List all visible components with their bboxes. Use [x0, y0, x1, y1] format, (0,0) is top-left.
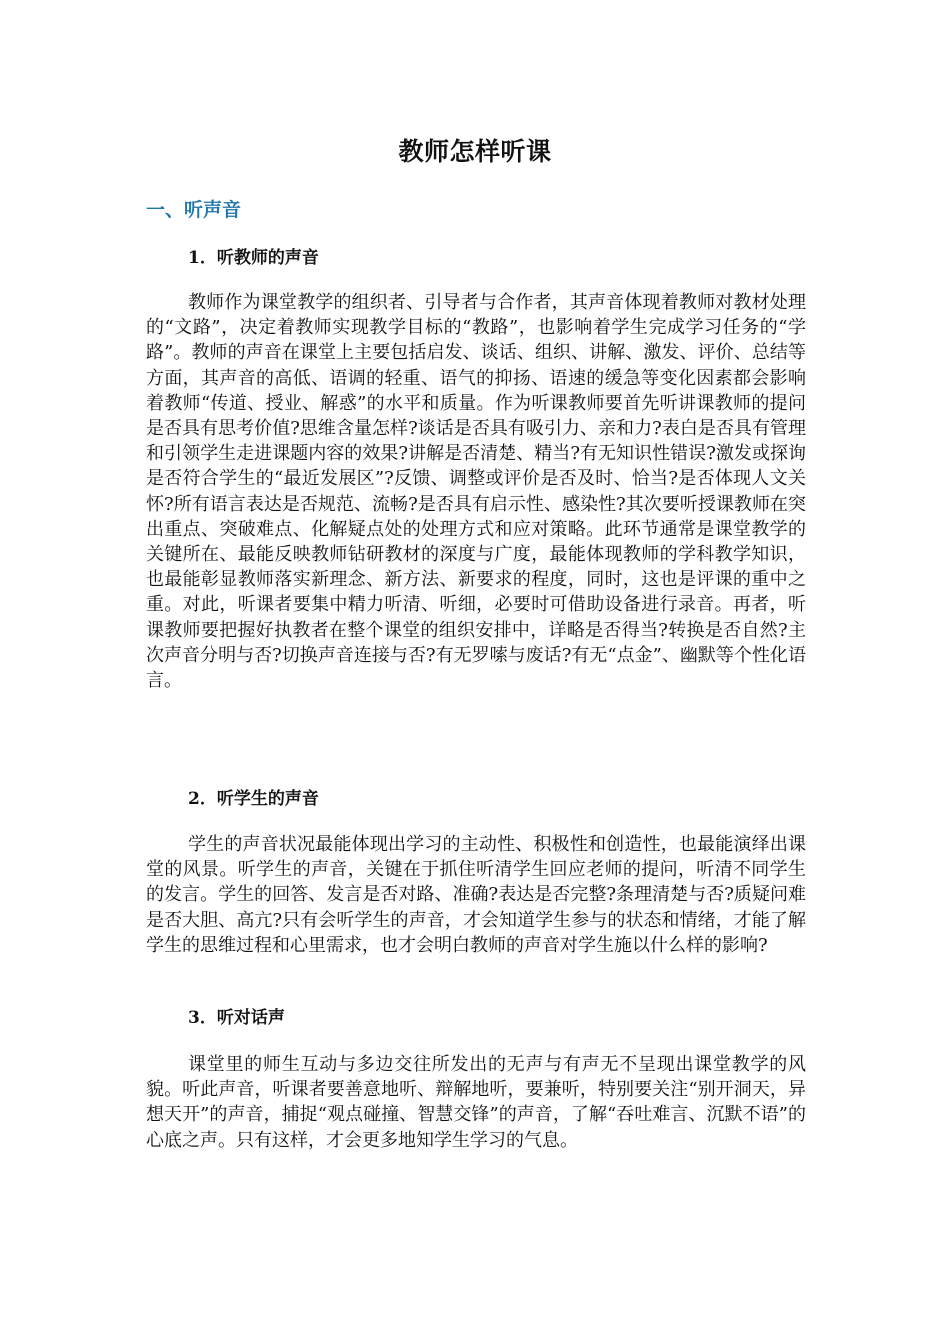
- subheading-teacher-voice: 1．听教师的声音: [188, 248, 319, 268]
- paragraph-teacher-voice: 教师作为课堂教学的组织者、引导者与合作者，其声音体现着教师对教材处理的“文路”，决定着教师实现教学目标的“教路”，也影响着学生完成学习任务的“学路”。教师的声音在课堂上主要包括启发、谈话、组织、讲解、激发、评价、总结等方面，其声音的高低、语调的轻重、语气的抑扬、语速的缓急等变化因素都会影响着教师“传道、授业、解惑”的水平和质量。作为听课教师要首先听讲课教师的提问是否具有思考价值?思维含量怎样?谈话是否具有吸引力、亲和力?表白是否具有管理和引领学生走进课题内容的效果?讲解是否清楚、精当?有无知识性错误?激发或探询是否符合学生的“最近发展区”?反馈、调整或评价是否及时、恰当?是否体现人文关怀?所有语言表达是否规范、流畅?是否具有启示性、感染性?其次要听授课教师在突出重点、突破难点、化解疑点处的处理方式和应对策略。此环节通常是课堂教学的关键所在、最能反映教师钻研教材的深度与广度，最能体现教师的学科教学知识，也最能彰显教师落实新理念、新方法、新要求的程度，同时，这也是评课的重中之重。对此，听课者要集中精力听清、听细，必要时可借助设备进行录音。再者，听课教师要把握好执教者在整个课堂的组织安排中，详略是否得当?转换是否自然?主次声音分明与否?切换声音连接与否?有无罗嗦与废话?有无“点金”、幽默等个性化语言。: [146, 292, 806, 692]
- paragraph-dialogue-voice: 课堂里的师生互动与多边交往所发出的无声与有声无不呈现出课堂教学的风貌。听此声音，听课者要善意地听、辩解地听，要兼听，特别要关注“别开洞天，异想天开”的声音，捕捉“观点碰撞、智慧交锋”的声音，了解“吞吐难言、沉默不语”的心底之声。只有这样，才会更多地知学生学习的气息。: [146, 1054, 806, 1151]
- subheading-dialogue-voice: 3．听对话声: [188, 1008, 285, 1028]
- paragraph-student-voice: 学生的声音状况最能体现出学习的主动性、积极性和创造性，也最能演绎出课堂的风景。听学生的声音，关键在于抓住听清学生回应老师的提问，听清不同学生的发言。学生的回答、发言是否对路、准确?表达是否完整?条理清楚与否?质疑问难是否大胆、高亢?只有会听学生的声音，才会知道学生参与的状态和情绪，才能了解学生的思维过程和心里需求，也才会明白教师的声音对学生施以什么样的影响?: [146, 834, 806, 956]
- section-heading: 一、听声音: [146, 199, 242, 221]
- subheading-student-voice: 2．听学生的声音: [188, 789, 319, 809]
- page-title: 教师怎样听课: [398, 137, 552, 166]
